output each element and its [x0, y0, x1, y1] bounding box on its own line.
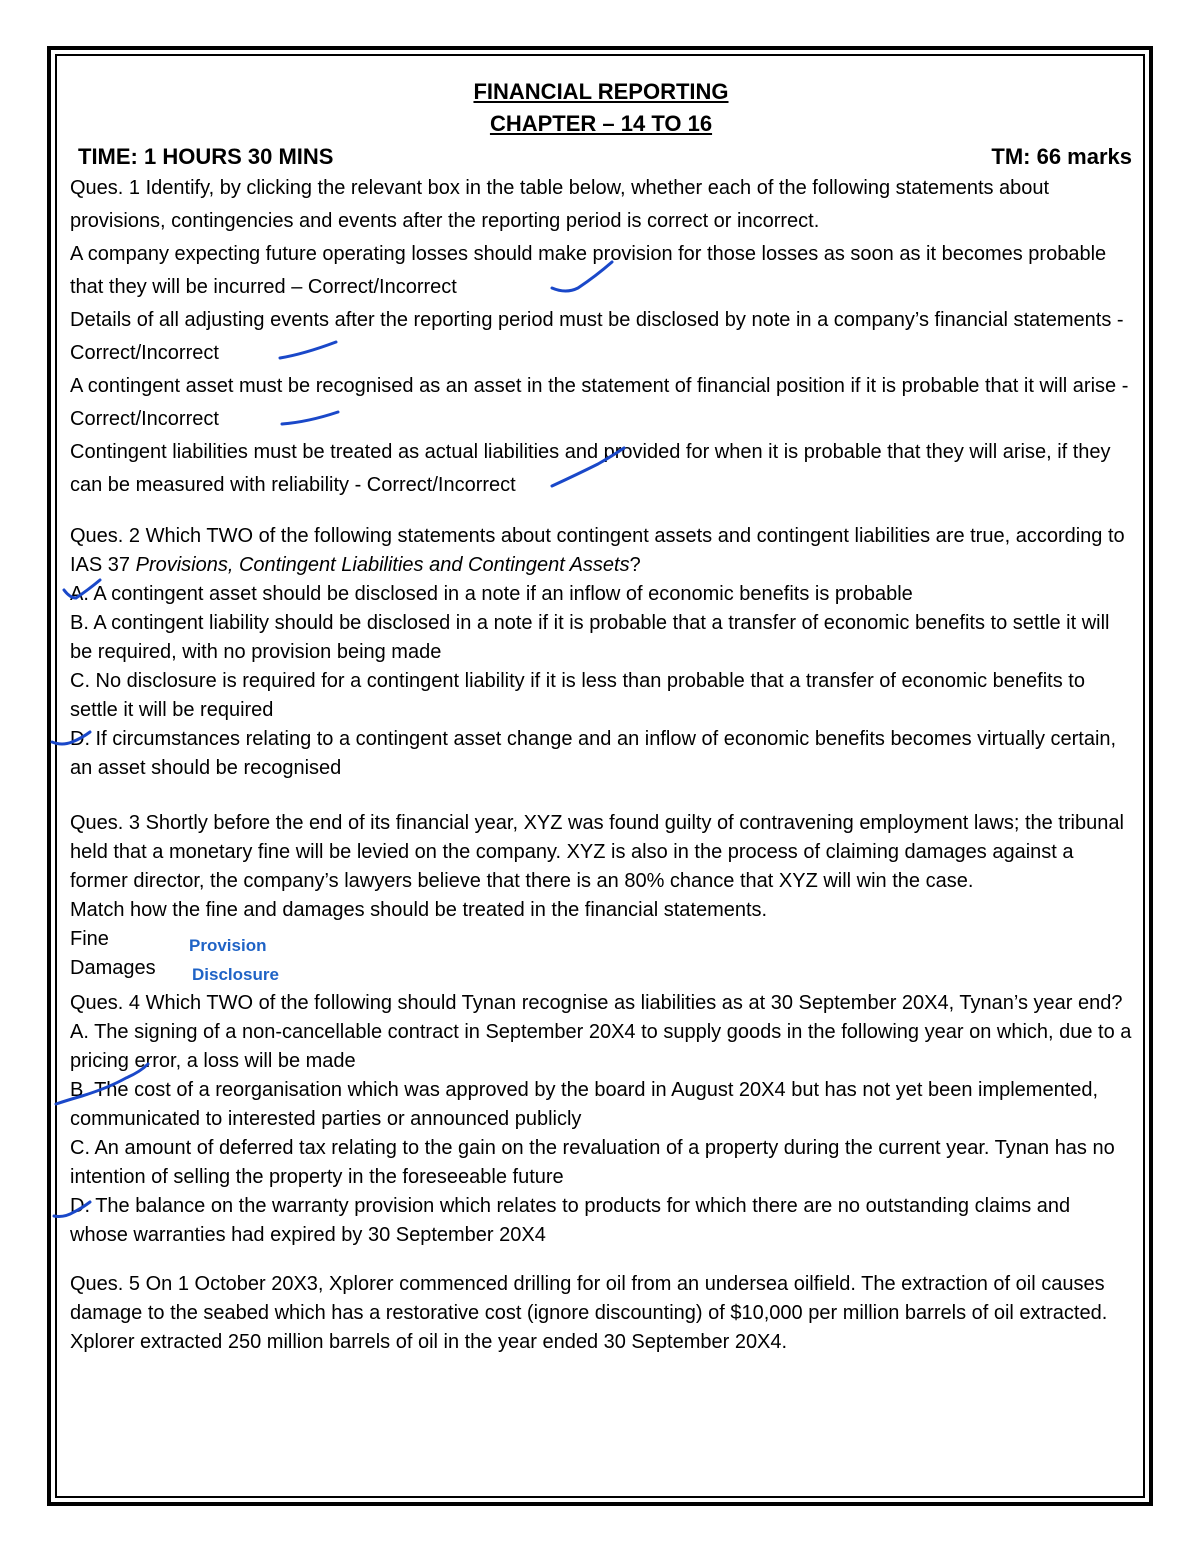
question-3: [70, 809, 1132, 983]
question-2: [70, 522, 1132, 783]
q2-standard-title: Provisions, Contingent Liabilities and Contingent Assets: [135, 554, 630, 576]
q2-option-c: C. No disclosure is required for a contingent liability if it is less than probable that a transfer of economic benefits to settle it will be required: [70, 670, 1085, 721]
q5-stem: Ques. 5 On 1 October 20X3, Xplorer commenced drilling for oil from an undersea oilfield. The extraction of oil causes damage to the seabed which has a restorative cost (ignore discounting) of $10,000 per million barrels of oil extracted. Xplorer extracted 250 million barrels of oil in the year ended 30 September 20X4.: [70, 1273, 1108, 1353]
q3-row-label: Damages: [70, 957, 156, 979]
q3-match-row-fine: [70, 925, 1132, 954]
q4-option-b: B. The cost of a reorganisation which was approved by the board in August 20X4 but has not yet been implemented, communicated to interested parties or announced publicly: [70, 1079, 1099, 1130]
q2-stem: [70, 522, 1132, 580]
q3-row-label: Fine: [70, 928, 109, 950]
q3-handwritten-answer: Disclosure: [192, 965, 279, 984]
exam-sheet: [70, 76, 1132, 1357]
q2-stem-end: ?: [629, 554, 641, 576]
exam-meta: [70, 142, 1132, 172]
q2-option-b: B. A contingent liability should be disclosed in a note if it is probable that a transfer of economic benefits to settle it will be required, with no provision being made: [70, 612, 1110, 663]
q1-statement: A company expecting future operating losses should make provision for those losses as soon as it becomes probable that they will be incurred – Correct/Incorrect: [70, 243, 1107, 298]
chapter-subtitle: CHAPTER – 14 TO 16: [489, 111, 713, 136]
question-1: [70, 172, 1132, 502]
q1-statement: A contingent asset must be recognised as an asset in the statement of financial position if it is probable that it will arise - Correct/Incorrect: [70, 375, 1129, 430]
question-5: [70, 1270, 1132, 1357]
q3-instruction: Match how the fine and damages should be treated in the financial statements.: [70, 899, 768, 921]
document-title: FINANCIAL REPORTING: [473, 79, 729, 104]
q4-stem: Ques. 4 Which TWO of the following should Tynan recognise as liabilities as at 30 September 20X4, Tynan’s year end?: [70, 992, 1123, 1014]
q1-statement: Details of all adjusting events after the reporting period must be disclosed by note in a company’s financial statements - Correct/Incorrect: [70, 309, 1124, 364]
q2-option-d: D. If circumstances relating to a contingent asset change and an inflow of economic benefits becomes virtually certain, an asset should be recognised: [70, 728, 1117, 779]
q3-match-row-damages: [70, 954, 1132, 983]
q1-intro: Ques. 1 Identify, by clicking the relevant box in the table below, whether each of the following statements about provisions, contingencies and events after the reporting period is correct or incorrect.: [70, 177, 1050, 232]
q3-stem: Ques. 3 Shortly before the end of its financial year, XYZ was found guilty of contravening employment laws; the tribunal held that a monetary fine will be levied on the company. XYZ is also in the process of claiming damages against a former director, the company’s lawyers believe that there is an 80% chance that XYZ will win the case.: [70, 812, 1124, 892]
q2-stem-start: Ques. 2 Which TWO of the following statements about contingent assets and contingent liabilities are true, according to IAS 37: [70, 525, 1125, 576]
total-marks: TM: 66 marks: [991, 144, 1132, 169]
q4-option-d: D. The balance on the warranty provision which relates to products for which there are no outstanding claims and whose warranties had expired by 30 September 20X4: [70, 1195, 1071, 1246]
time-allowed: TIME: 1 HOURS 30 MINS: [78, 144, 334, 169]
q4-option-c: C. An amount of deferred tax relating to the gain on the revaluation of a property during the current year. Tynan has no intention of selling the property in the foreseeable future: [70, 1137, 1115, 1188]
question-4: [70, 989, 1132, 1250]
q1-statement: Contingent liabilities must be treated as actual liabilities and provided for when it is probable that they will arise, if they can be measured with reliability - Correct/Incorrect: [70, 441, 1111, 496]
q2-option-a: A. A contingent asset should be disclosed in a note if an inflow of economic benefits is probable: [70, 583, 913, 605]
q3-handwritten-answer: Provision: [189, 936, 267, 955]
q4-option-a: A. The signing of a non-cancellable contract in September 20X4 to supply goods in the following year on which, due to a pricing error, a loss will be made: [70, 1021, 1132, 1072]
